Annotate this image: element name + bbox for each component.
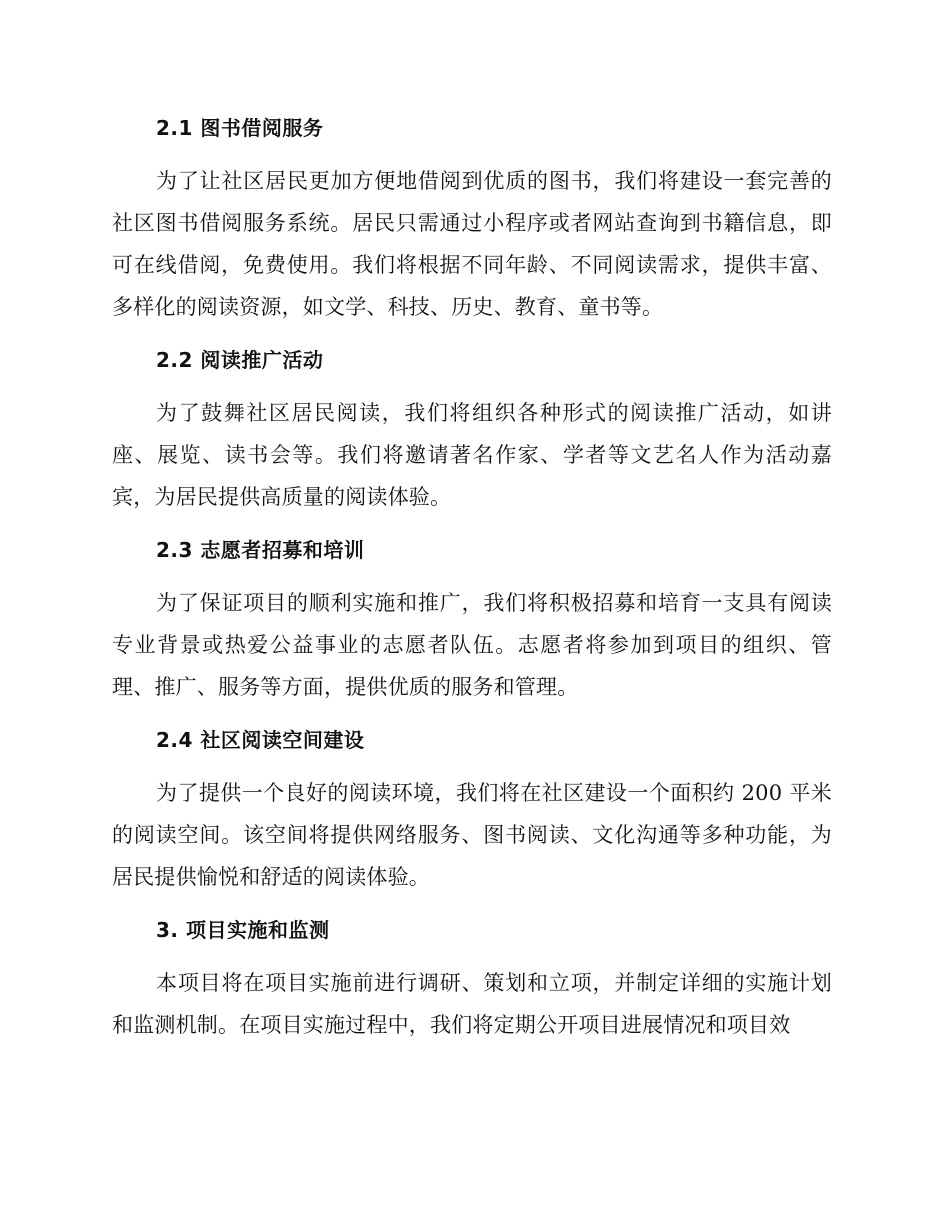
section-heading: 2.2 阅读推广活动 [156,348,324,372]
section-paragraph: 为了提供一个良好的阅读环境，我们将在社区建设一个面积约 200 平米的阅读空间。该空间将提供网络服务、图书阅读、文化沟通等多种功能，为居民提供愉悦和舒适的阅读体验。 [112,781,832,889]
section-heading: 2.1 图书借阅服务 [156,116,324,140]
section-2-4 [112,718,832,898]
section-paragraph: 为了让社区居民更加方便地借阅到优质的图书，我们将建设一套完善的社区图书借阅服务系统。居民只需通过小程序或者网站查询到书籍信息，即可在线借阅，免费使用。我们将根据不同年龄、不同阅读需求，提供丰富、多样化的阅读资源，如文学、科技、历史、教育、童书等。 [112,169,832,319]
section-paragraph: 为了保证项目的顺利实施和推广，我们将积极招募和培育一支具有阅读专业背景或热爱公益事业的志愿者队伍。志愿者将参加到项目的组织、管理、推广、服务等方面，提供优质的服务和管理。 [112,591,832,699]
section-heading: 3. 项目实施和监测 [156,918,330,942]
document-body [112,106,832,1056]
section-paragraph: 本项目将在项目实施前进行调研、策划和立项，并制定详细的实施计划和监测机制。在项目实施过程中，我们将定期公开项目进展情况和项目效 [112,971,832,1037]
section-paragraph: 为了鼓舞社区居民阅读，我们将组织各种形式的阅读推广活动，如讲座、展览、读书会等。我们将邀请著名作家、学者等文艺名人作为活动嘉宾，为居民提供高质量的阅读体验。 [112,401,832,509]
section-heading: 2.3 志愿者招募和培训 [156,538,365,562]
section-2-1 [112,106,832,328]
section-3 [112,908,832,1046]
section-2-2 [112,338,832,518]
section-heading: 2.4 社区阅读空间建设 [156,728,365,752]
section-2-3 [112,528,832,708]
